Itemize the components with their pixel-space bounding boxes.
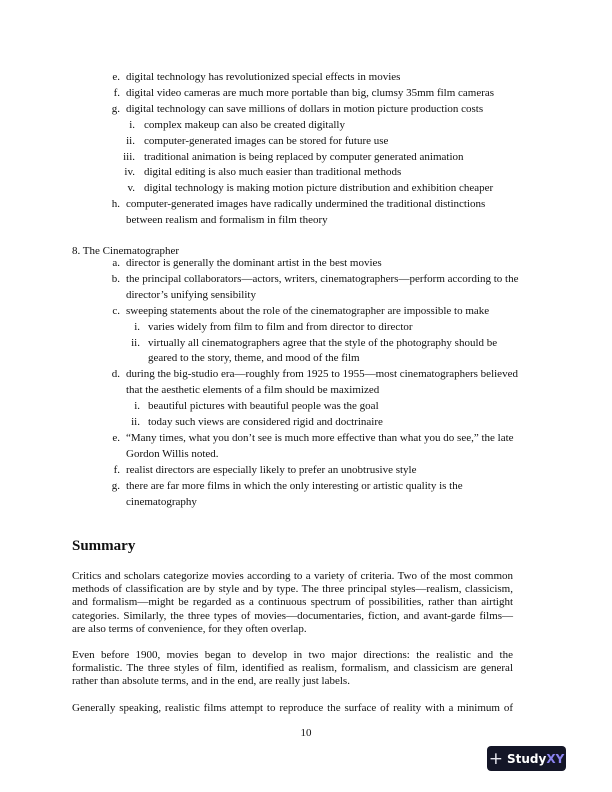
item-text: digital editing is also much easier than traditional methods: [144, 166, 402, 179]
item-label: f.: [113, 463, 120, 476]
item-text: “Many times, what you don’t see is much more effective than what you do see,” the late Gordon Willis noted.: [126, 431, 514, 460]
sub-list-item: [103, 320, 548, 336]
item-text: during the big-studio era—roughly from 1925 to 1955—most cinematographers believed that the aesthetic elements of a film should be maximized: [126, 368, 518, 397]
item-text: digital technology is making motion picture distribution and exhibition cheaper: [144, 182, 494, 195]
list-item: [103, 86, 548, 102]
item-text: realist directors are especially likely to prefer an unobtrusive style: [126, 463, 417, 476]
list-item: [103, 367, 548, 399]
item-label: i.: [134, 320, 140, 333]
item-label: iv.: [124, 166, 135, 179]
item-text: computer-generated images can be stored for future use: [144, 134, 389, 147]
list-item: [103, 70, 548, 86]
item-label: f.: [113, 86, 120, 99]
brand-name: Study: [506, 751, 547, 766]
sub-list-item: [103, 415, 548, 431]
item-text: there are far more films in which the only interesting or artistic quality is the cinematography: [126, 479, 463, 508]
item-text: today such views are considered rigid and doctrinaire: [148, 416, 383, 429]
item-label: g.: [111, 102, 120, 115]
item-text: director is generally the dominant artist in the best movies: [126, 257, 382, 269]
item-label: h.: [111, 198, 120, 211]
item-label: ii.: [131, 416, 140, 429]
item-label: e.: [112, 71, 120, 83]
item-text: beautiful pictures with beautiful people was the goal: [148, 400, 379, 413]
item-label: ii.: [131, 336, 140, 349]
item-text: digital technology has revolutionized special effects in movies: [126, 71, 401, 83]
outline-list-cinematographer: [103, 256, 548, 511]
item-label: d.: [111, 368, 120, 381]
summary-paragraph: Critics and scholars categorize movies according to a variety of criteria. Two of the most common methods of classification are by style and by type. The three principal styles—realism, classicism, and formalism—might be regarded as a continuous spectrum of possibilities, rather than airtight categories. Similarly, the three types of movies—documentaries, fiction, and avant-garde films—are also terms of convenience, for they often overlap.: [72, 570, 513, 635]
sub-list-item: [103, 336, 548, 368]
item-label: g.: [111, 479, 120, 492]
item-label: i.: [129, 118, 135, 131]
studyxy-badge[interactable]: [487, 746, 566, 771]
sub-list-item: [103, 399, 548, 415]
list-item: [103, 431, 548, 463]
list-item: [103, 272, 548, 304]
list-item: [103, 256, 548, 272]
brand-accent: XY: [546, 751, 565, 766]
item-text: traditional animation is being replaced by computer generated animation: [144, 150, 464, 163]
summary-paragraph: Even before 1900, movies began to develop in two major directions: the realistic and the formalistic. The three styles of film, identified as realism, formalism, and classicism are general rather than absolute terms, and in the end, are really just labels.: [72, 649, 513, 688]
item-text: digital video cameras are much more portable than big, clumsy 35mm film cameras: [126, 86, 495, 99]
item-label: c.: [112, 304, 120, 317]
outline-list-digital-technology: [103, 70, 548, 229]
item-label: iii.: [123, 150, 135, 163]
section-heading: 8. The Cinematographer: [72, 245, 180, 257]
sub-list-item: [103, 181, 548, 197]
sub-list-item: [103, 134, 548, 150]
page-number: 10: [300, 727, 312, 739]
list-item: [103, 102, 548, 118]
item-label: ii.: [126, 134, 135, 147]
item-text: varies widely from film to film and from director to director: [148, 320, 413, 333]
list-item: [103, 197, 548, 229]
item-text: sweeping statements about the role of the cinematographer are impossible to make: [126, 304, 490, 317]
item-text: virtually all cinematographers agree that the style of the photography should be geared to the story, theme, and mood of the film: [148, 336, 498, 365]
list-item: [103, 304, 548, 320]
item-text: computer-generated images have radically undermined the traditional distinctions between realism and formalism in film theory: [126, 198, 486, 227]
item-label: i.: [134, 400, 140, 413]
item-text: complex makeup can also be created digitally: [144, 118, 345, 131]
item-label: b.: [111, 272, 120, 285]
item-label: a.: [112, 257, 120, 269]
sub-list-item: [103, 118, 548, 134]
sub-list-item: [103, 150, 548, 166]
item-text: the principal collaborators—actors, writers, cinematographers—perform according to the director’s unifying sensibility: [126, 272, 519, 301]
summary-heading: Summary: [72, 538, 136, 554]
item-label: e.: [112, 431, 120, 444]
sub-list-item: [103, 165, 548, 181]
list-item: [103, 463, 548, 479]
plus-icon: +: [488, 748, 503, 769]
summary-paragraph: Generally speaking, realistic films attempt to reproduce the surface of reality with a minimum of: [72, 702, 513, 714]
item-text: digital technology can save millions of dollars in motion picture production costs: [126, 102, 484, 115]
list-item: [103, 479, 548, 511]
item-label: v.: [127, 182, 135, 195]
